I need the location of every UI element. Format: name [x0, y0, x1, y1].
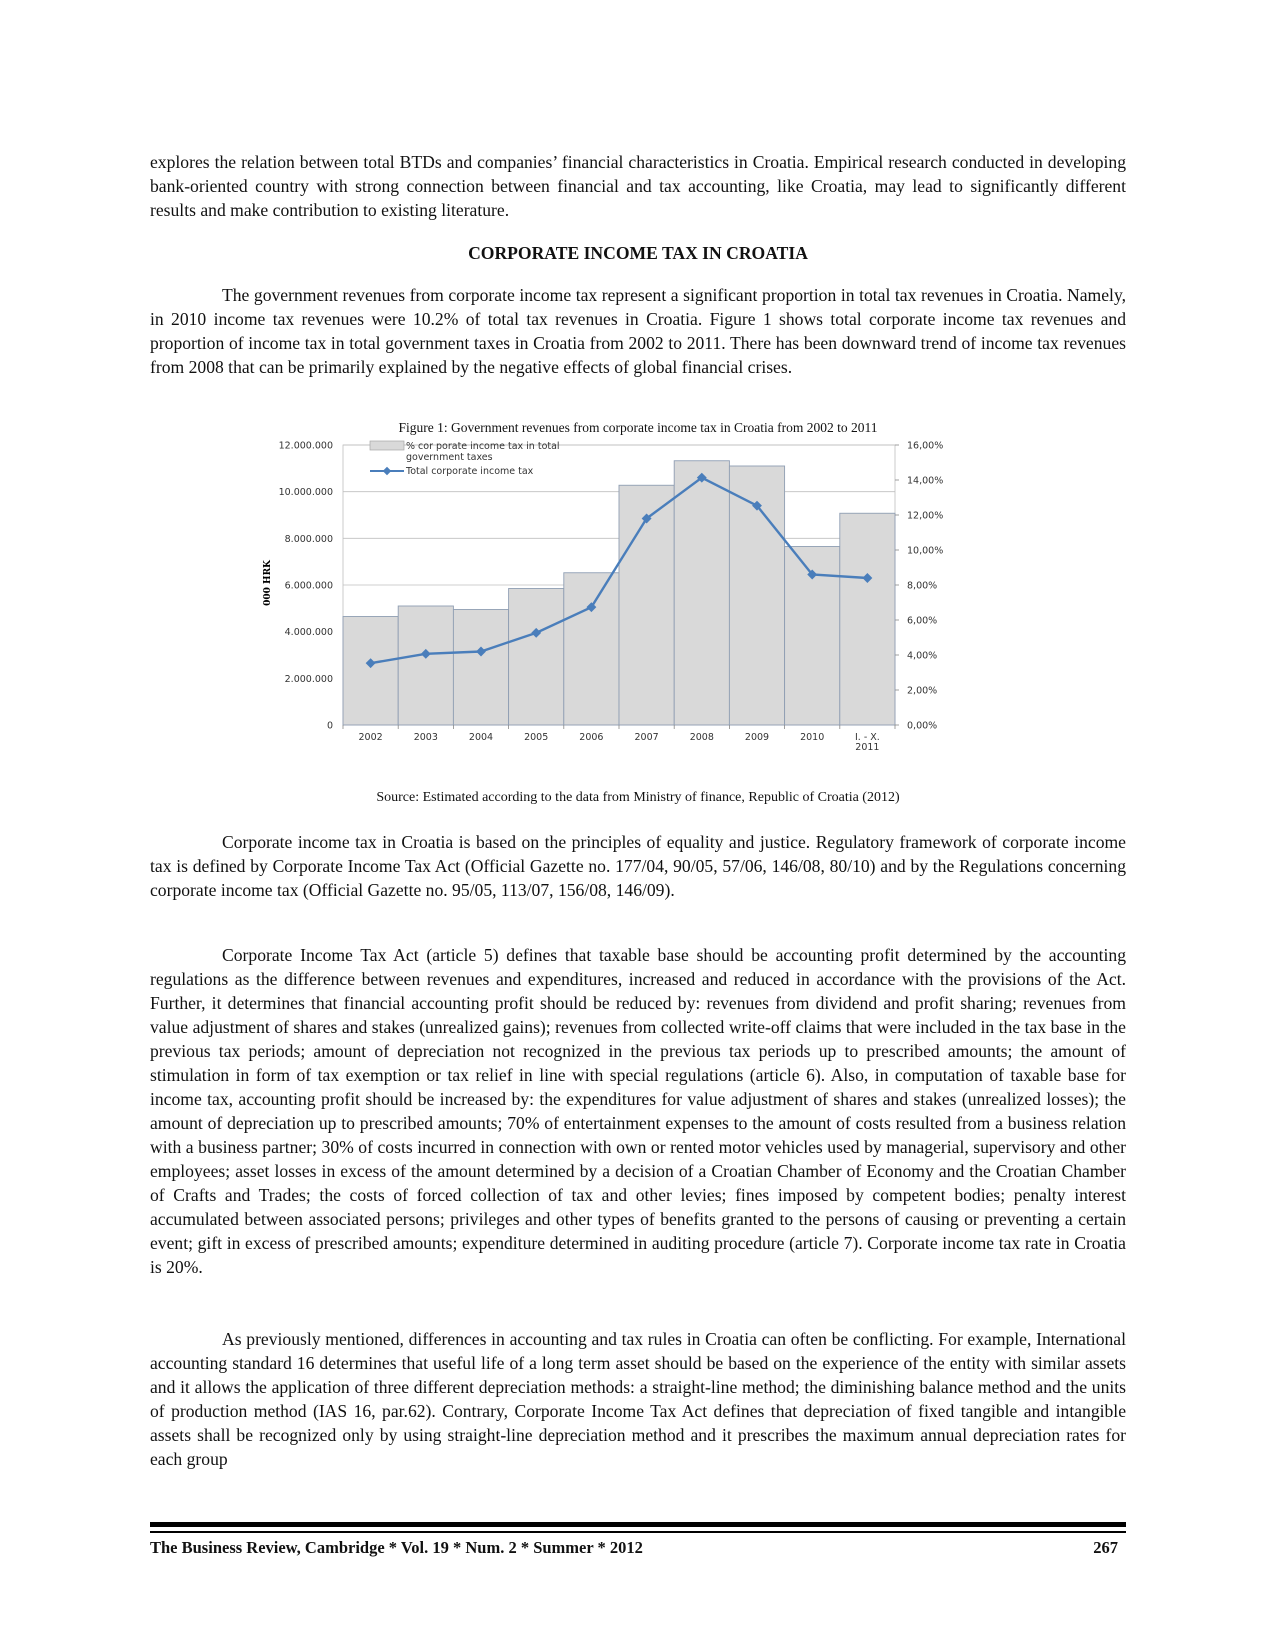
footer-journal: The Business Review, Cambridge * Vol. 19 * Num. 2 * Summer * 2012 [150, 1538, 643, 1557]
y-axis-label: 000 HRK [263, 560, 273, 606]
y-right-tick-label: 8,00% [907, 580, 938, 592]
figure-title: Figure 1: Government revenues from corporate income tax in Croatia from 2002 to 2011 [398, 420, 878, 435]
section-heading: CORPORATE INCOME TAX IN CROATIA [468, 243, 808, 263]
page [150, 0, 1126, 1650]
x-tick-label: 2006 [579, 732, 604, 743]
bar [398, 606, 453, 725]
footer-rule-thick [150, 1522, 1126, 1527]
paragraph-3: Corporate Income Tax Act (article 5) defines that taxable base should be accounting profit determined by the accounting regulations as the difference between revenues and expenditures, increased and reduced in accordance with the provisions of the Act. Further, it determines that financial accounting profit should be reduced by: revenues from dividend and profit sharing; revenues from value adjustment of shares and stakes (unrealized gains); revenues from collected write-off claims that were included in the tax base in the previous tax periods; amount of depreciation not recognized in the previous tax periods up to prescribed amounts; the amount of stimulation in form of tax exemption or tax relief in line with special regulations (article 6). Also, in computation of taxable base for income tax, accounting profit should be increased by: the expenditures for value adjustment of shares and stakes (unrealized losses); the amount of depreciation up to prescribed amounts; 70% of entertainment expenses to the amount of costs resulted from a business relation with a business partner; 30% of costs incurred in connection with own or rented motor vehicles used by managerial, supervisory and other employees; asset losses in excess of the amount determined by a decision of a Croatian Chamber of Economy and the Croatian Chamber of Crafts and Trades; the costs of forced collection of tax and other levies; fines imposed by competent bodies; penalty interest accumulated between associated persons; privileges and other types of benefits granted to the persons of causing or preventing a certain event; gift in excess of prescribed amounts; expenditure determined in auditing procedure (article 7). Corporate income tax rate in Croatia is 20%. [150, 945, 1126, 1277]
x-tick-label: 2005 [524, 732, 549, 743]
x-tick-label: 2009 [744, 732, 770, 743]
footer-rule-thin [150, 1531, 1126, 1533]
bar [453, 610, 508, 726]
y-left-tick-label: 12.000.000 [278, 440, 333, 452]
paragraph-4: As previously mentioned, differences in accounting and tax rules in Croatia can often be conflicting. For example, International accounting standard 16 determines that useful life of a long term asset should be based on the experience of the entity with similar assets and it allows the application of three different depreciation methods: a straight-line method; the diminishing balance method and the units of production method (IAS 16, par.62). Contrary, Corporate Income Tax Act defines that depreciation of fixed tangible and intangible assets shall be recognized only by using straight-line depreciation method and it prescribes the maximum annual depreciation rates for each group [150, 1329, 1126, 1469]
figure-source: Source: Estimated according to the data from Ministry of finance, Republic of Croatia (2012) [376, 790, 900, 805]
y-right-tick-label: 0,00% [907, 720, 938, 732]
y-right-tick-label: 12,00% [907, 510, 944, 522]
bar [564, 573, 619, 725]
paragraph-2: Corporate income tax in Croatia is based on the principles of equality and justice. Regulatory framework of corporate income tax is defined by Corporate Income Tax Act (Official Gazette no. 177/04, 90/05, 57/06, 146/08, 80/10) and by the Regulations concerning corporate income tax (Official Gazette no. 95/05, 113/07, 156/08, 146/09). [150, 832, 1126, 900]
x-axis [343, 725, 895, 753]
left-axis [279, 441, 333, 732]
y-left-tick-label: 10.000.000 [278, 487, 333, 499]
x-tick-label: 2002 [358, 732, 383, 743]
page-number: 267 [1093, 1538, 1118, 1557]
paragraph-1: The government revenues from corporate income tax represent a significant proportion in total tax revenues in Croatia. Namely, in 2010 income tax revenues were 10.2% of total tax revenues in Croatia. Figure 1 shows total corporate income tax revenues and proportion of income tax in total government taxes in Croatia from 2002 to 2011. There has been downward trend of income tax revenues from 2008 that can be primarily explained by the negative effects of global financial crises. [150, 285, 1126, 377]
y-right-tick-label: 10,00% [907, 545, 944, 557]
bar [840, 513, 895, 725]
y-left-tick-label: 4.000.000 [284, 627, 333, 639]
x-tick-label: 2004 [468, 732, 494, 743]
x-tick-label: 2003 [413, 732, 438, 743]
y-left-tick-label: 2.000.000 [284, 673, 333, 685]
y-left-tick-label: 0 [326, 720, 333, 732]
y-left-tick-label: 8.000.000 [284, 533, 333, 545]
legend-label-bar: % cor porate income tax in total government taxes [406, 441, 560, 463]
x-tick-label: I. - X. 2011 [854, 732, 880, 753]
y-right-tick-label: 6,00% [907, 615, 938, 627]
y-right-tick-label: 14,00% [907, 475, 944, 487]
figure-1-chart [150, 438, 1126, 788]
legend-label-line: Total corporate income tax [406, 466, 534, 477]
right-axis [895, 441, 943, 732]
legend-swatch-bar [370, 441, 404, 450]
bar [509, 589, 564, 726]
bar [674, 461, 729, 725]
paragraph-intro: explores the relation between total BTDs and companies’ financial characteristics in Croatia. Empirical research conducted in developing bank-oriented country with strong connection between financial and tax accounting, like Croatia, may lead to significantly different results and make contribution to existing literature. [150, 152, 1126, 220]
x-tick-label: 2007 [634, 732, 659, 743]
bar [343, 617, 398, 726]
y-left-tick-label: 6.000.000 [284, 580, 333, 592]
y-right-tick-label: 4,00% [907, 650, 938, 662]
x-tick-label: 2010 [800, 732, 825, 743]
x-tick-label: 2008 [689, 732, 714, 743]
y-right-tick-label: 16,00% [907, 440, 944, 452]
y-right-tick-label: 2,00% [907, 685, 938, 697]
